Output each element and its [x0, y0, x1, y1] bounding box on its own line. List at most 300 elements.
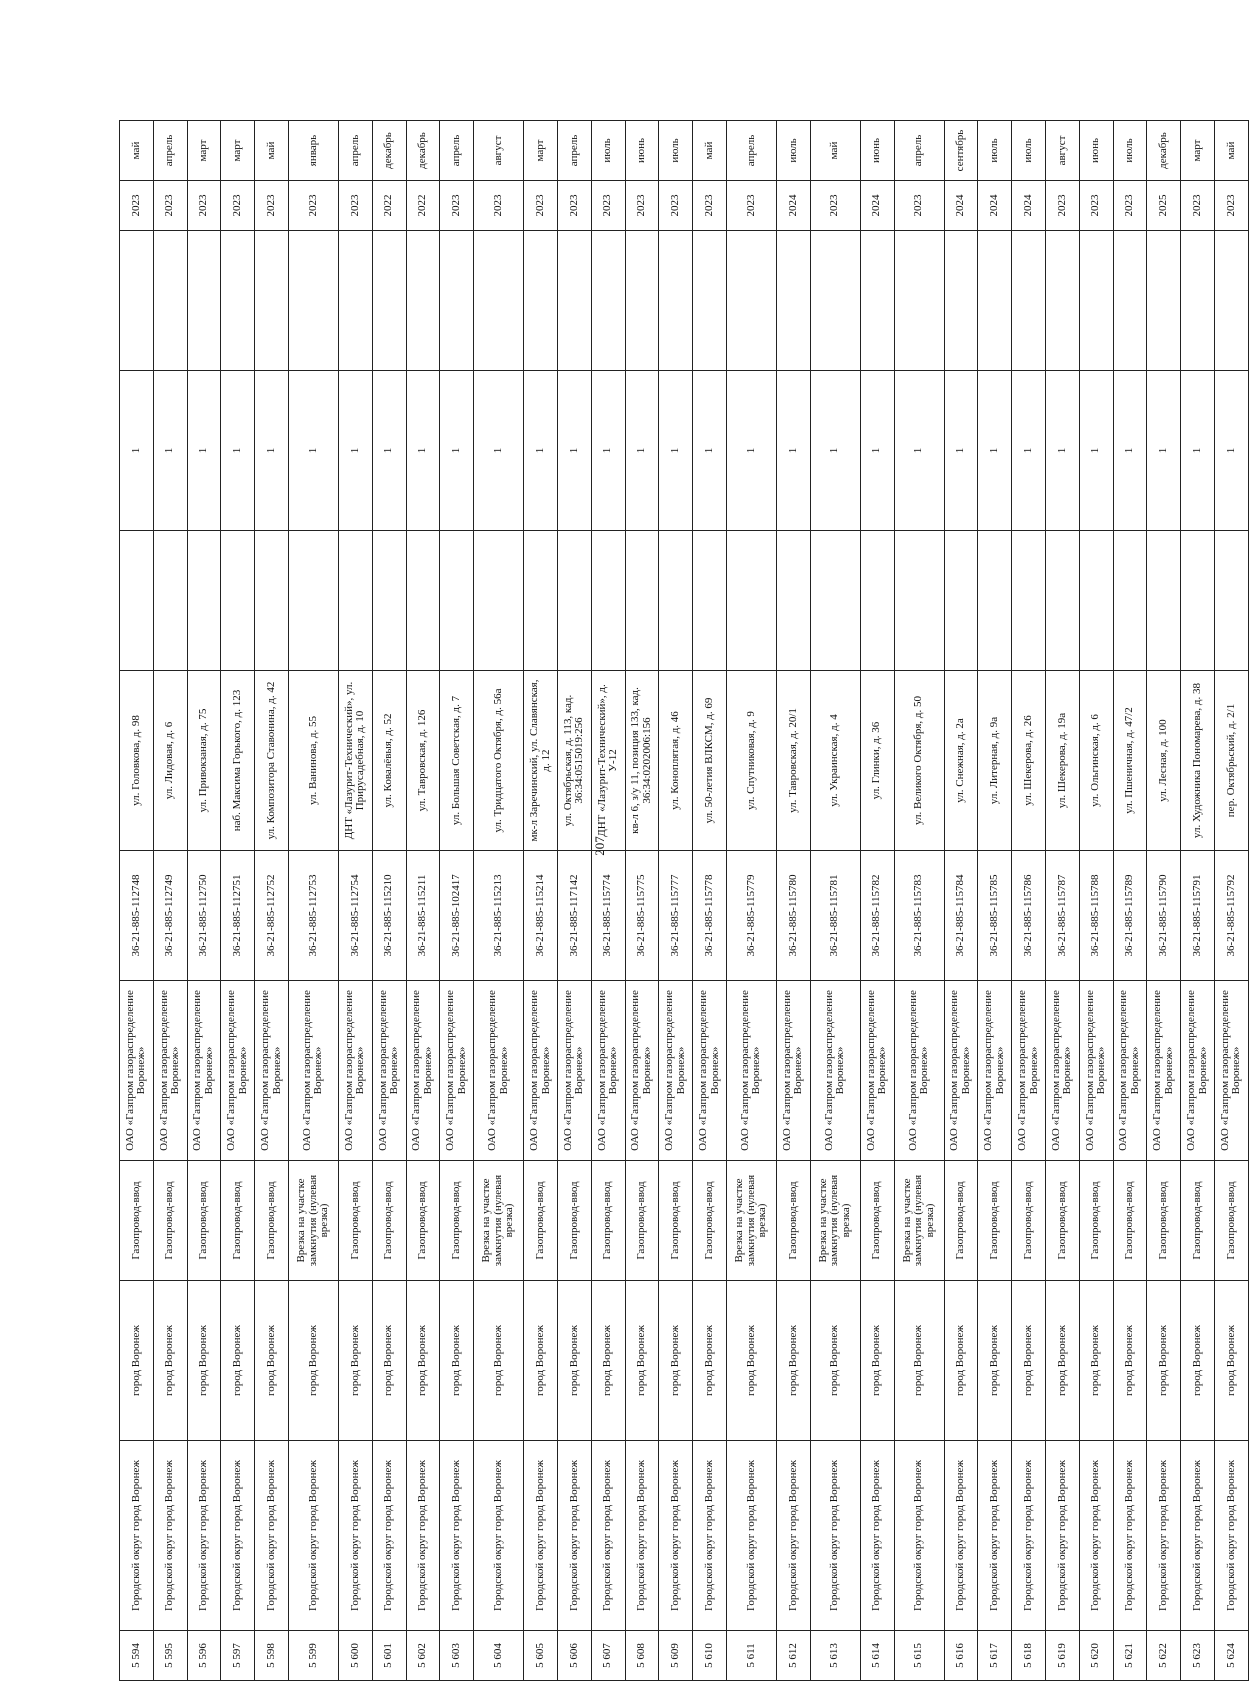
rotated-table-wrapper	[119, 121, 1249, 1681]
owner-cell: ОАО «Газпром газораспределение Воронеж»	[1045, 981, 1079, 1161]
empty-cell	[1079, 531, 1113, 671]
row-number: 5 623	[1181, 1631, 1215, 1681]
object-type-cell: Газопровод-ввод	[693, 1161, 727, 1281]
count-cell: 1	[625, 371, 659, 531]
empty-cell	[591, 231, 625, 371]
year-cell: 2023	[693, 181, 727, 231]
empty-cell	[659, 531, 693, 671]
table-row	[776, 121, 810, 1681]
object-type-cell: Газопровод-ввод	[944, 1161, 978, 1281]
object-type-cell: Врезка на участке замкнутия (нулевая врезка)	[474, 1161, 524, 1281]
row-number: 5 597	[221, 1631, 255, 1681]
empty-cell	[944, 531, 978, 671]
table-row	[1012, 121, 1046, 1681]
empty-cell	[1113, 231, 1147, 371]
row-number: 5 608	[625, 1631, 659, 1681]
row-number: 5 624	[1214, 1631, 1248, 1681]
empty-cell	[1181, 231, 1215, 371]
address-cell: ул. Шекерова, д. 19а	[1045, 671, 1079, 851]
municipality-cell: Городской округ город Воронеж	[406, 1441, 440, 1631]
municipality-cell: Городской округ город Воронеж	[557, 1441, 591, 1631]
empty-cell	[894, 231, 944, 371]
month-cell: июль	[659, 121, 693, 181]
owner-cell: ОАО «Газпром газораспределение Воронеж»	[187, 981, 221, 1161]
empty-cell	[221, 531, 255, 671]
municipality-cell: Городской округ город Воронеж	[944, 1441, 978, 1631]
empty-cell	[1113, 531, 1147, 671]
registry-number-cell: 36-21-885-102417	[440, 851, 474, 981]
owner-cell: ОАО «Газпром газораспределение Воронеж»	[810, 981, 860, 1161]
address-cell: ул. 50-летия ВЛКСМ, д. 69	[693, 671, 727, 851]
owner-cell: ОАО «Газпром газораспределение Воронеж»	[1079, 981, 1113, 1161]
count-cell: 1	[1045, 371, 1079, 531]
object-type-cell: Газопровод-ввод	[187, 1161, 221, 1281]
year-cell: 2023	[440, 181, 474, 231]
row-number: 5 600	[338, 1631, 372, 1681]
year-cell: 2023	[1113, 181, 1147, 231]
settlement-cell: город Воронеж	[153, 1281, 187, 1441]
count-cell: 1	[1214, 371, 1248, 531]
registry-number-cell: 36-21-885-115775	[625, 851, 659, 981]
municipality-cell: Городской округ город Воронеж	[288, 1441, 338, 1631]
row-number: 5 620	[1079, 1631, 1113, 1681]
registry-number-cell: 36-21-885-115791	[1181, 851, 1215, 981]
settlement-cell: город Воронеж	[1147, 1281, 1181, 1441]
registry-number-cell: 36-21-885-115784	[944, 851, 978, 981]
month-cell: июнь	[1079, 121, 1113, 181]
count-cell: 1	[894, 371, 944, 531]
month-cell: апрель	[894, 121, 944, 181]
row-number: 5 598	[255, 1631, 289, 1681]
owner-cell: ОАО «Газпром газораспределение Воронеж»	[1113, 981, 1147, 1161]
municipality-cell: Городской округ город Воронеж	[894, 1441, 944, 1631]
table-row	[1045, 121, 1079, 1681]
municipality-cell: Городской округ город Воронеж	[440, 1441, 474, 1631]
object-type-cell: Газопровод-ввод	[625, 1161, 659, 1281]
settlement-cell: город Воронеж	[944, 1281, 978, 1441]
owner-cell: ОАО «Газпром газораспределение Воронеж»	[288, 981, 338, 1161]
owner-cell: ОАО «Газпром газораспределение Воронеж»	[221, 981, 255, 1161]
address-cell: ул. Тавровская, д. 20/1	[776, 671, 810, 851]
settlement-cell: город Воронеж	[524, 1281, 558, 1441]
municipality-cell: Городской округ город Воронеж	[474, 1441, 524, 1631]
owner-cell: ОАО «Газпром газораспределение Воронеж»	[625, 981, 659, 1161]
registry-number-cell: 36-21-885-115781	[810, 851, 860, 981]
table-row	[120, 121, 154, 1681]
municipality-cell: Городской округ город Воронеж	[372, 1441, 406, 1631]
month-cell: июль	[1012, 121, 1046, 181]
object-type-cell: Газопровод-ввод	[1045, 1161, 1079, 1281]
address-cell: ул. Тавровская, д. 126	[406, 671, 440, 851]
empty-cell	[120, 231, 154, 371]
settlement-cell: город Воронеж	[860, 1281, 894, 1441]
registry-table-body	[120, 121, 1249, 1681]
registry-number-cell: 36-21-885-115787	[1045, 851, 1079, 981]
year-cell: 2023	[1079, 181, 1113, 231]
settlement-cell: город Воронеж	[440, 1281, 474, 1441]
registry-number-cell: 36-21-885-115214	[524, 851, 558, 981]
row-number: 5 613	[810, 1631, 860, 1681]
month-cell: июль	[978, 121, 1012, 181]
month-cell: май	[693, 121, 727, 181]
empty-cell	[1012, 231, 1046, 371]
settlement-cell: город Воронеж	[1181, 1281, 1215, 1441]
owner-cell: ОАО «Газпром газораспределение Воронеж»	[944, 981, 978, 1161]
count-cell: 1	[810, 371, 860, 531]
table-row	[153, 121, 187, 1681]
table-row	[524, 121, 558, 1681]
month-cell: май	[1214, 121, 1248, 181]
count-cell: 1	[659, 371, 693, 531]
municipality-cell: Городской округ город Воронеж	[978, 1441, 1012, 1631]
object-type-cell: Газопровод-ввод	[1012, 1161, 1046, 1281]
address-cell: ул. Пшеничная, д. 47/2	[1113, 671, 1147, 851]
row-number: 5 617	[978, 1631, 1012, 1681]
empty-cell	[288, 531, 338, 671]
month-cell: март	[1181, 121, 1215, 181]
count-cell: 1	[1181, 371, 1215, 531]
empty-cell	[810, 231, 860, 371]
empty-cell	[440, 231, 474, 371]
count-cell: 1	[338, 371, 372, 531]
address-cell: ул. Художника Пономарева, д. 38	[1181, 671, 1215, 851]
count-cell: 1	[524, 371, 558, 531]
row-number: 5 622	[1147, 1631, 1181, 1681]
table-row	[1214, 121, 1248, 1681]
table-row	[726, 121, 776, 1681]
table-row	[557, 121, 591, 1681]
row-number: 5 602	[406, 1631, 440, 1681]
registry-number-cell: 36-21-885-115786	[1012, 851, 1046, 981]
row-number: 5 618	[1012, 1631, 1046, 1681]
address-cell: ул. Большая Советская, д. 7	[440, 671, 474, 851]
year-cell: 2023	[557, 181, 591, 231]
settlement-cell: город Воронеж	[255, 1281, 289, 1441]
address-cell: ул. Украинская, д. 4	[810, 671, 860, 851]
empty-cell	[187, 531, 221, 671]
empty-cell	[372, 531, 406, 671]
registry-number-cell: 36-21-885-115213	[474, 851, 524, 981]
year-cell: 2023	[659, 181, 693, 231]
municipality-cell: Городской округ город Воронеж	[625, 1441, 659, 1631]
year-cell: 2023	[726, 181, 776, 231]
table-row	[187, 121, 221, 1681]
object-type-cell: Газопровод-ввод	[153, 1161, 187, 1281]
settlement-cell: город Воронеж	[894, 1281, 944, 1441]
address-cell: ул. Снежная, д. 2а	[944, 671, 978, 851]
year-cell: 2024	[944, 181, 978, 231]
settlement-cell: город Воронеж	[625, 1281, 659, 1441]
year-cell: 2024	[860, 181, 894, 231]
address-cell: кв-л 6, з/у 11, позиция 133, кад. 36:34:0202006:156	[625, 671, 659, 851]
year-cell: 2023	[894, 181, 944, 231]
row-number: 5 619	[1045, 1631, 1079, 1681]
registry-number-cell: 36-21-885-112752	[255, 851, 289, 981]
owner-cell: ОАО «Газпром газораспределение Воронеж»	[153, 981, 187, 1161]
table-row	[860, 121, 894, 1681]
month-cell: декабрь	[1147, 121, 1181, 181]
empty-cell	[221, 231, 255, 371]
object-type-cell: Газопровод-ввод	[1181, 1161, 1215, 1281]
row-number: 5 603	[440, 1631, 474, 1681]
owner-cell: ОАО «Газпром газораспределение Воронеж»	[726, 981, 776, 1161]
table-row	[810, 121, 860, 1681]
settlement-cell: город Воронеж	[726, 1281, 776, 1441]
empty-cell	[1079, 231, 1113, 371]
municipality-cell: Городской округ город Воронеж	[255, 1441, 289, 1631]
settlement-cell: город Воронеж	[776, 1281, 810, 1441]
table-row	[221, 121, 255, 1681]
row-number: 5 621	[1113, 1631, 1147, 1681]
settlement-cell: город Воронеж	[1113, 1281, 1147, 1441]
registry-number-cell: 36-21-885-112750	[187, 851, 221, 981]
object-type-cell: Врезка на участке замкнутия (нулевая врезка)	[894, 1161, 944, 1281]
registry-number-cell: 36-21-885-117142	[557, 851, 591, 981]
registry-number-cell: 36-21-885-115783	[894, 851, 944, 981]
address-cell: ул. Привокзаная, д. 75	[187, 671, 221, 851]
address-cell: ул. Головкова, д. 98	[120, 671, 154, 851]
owner-cell: ОАО «Газпром газораспределение Воронеж»	[1181, 981, 1215, 1161]
empty-cell	[120, 531, 154, 671]
row-number: 5 607	[591, 1631, 625, 1681]
empty-cell	[894, 531, 944, 671]
object-type-cell: Врезка на участке замкнутия (нулевая врезка)	[810, 1161, 860, 1281]
object-type-cell: Газопровод-ввод	[1079, 1161, 1113, 1281]
settlement-cell: город Воронеж	[187, 1281, 221, 1441]
count-cell: 1	[1012, 371, 1046, 531]
month-cell: август	[474, 121, 524, 181]
empty-cell	[860, 531, 894, 671]
owner-cell: ОАО «Газпром газораспределение Воронеж»	[591, 981, 625, 1161]
count-cell: 1	[221, 371, 255, 531]
object-type-cell: Газопровод-ввод	[557, 1161, 591, 1281]
municipality-cell: Городской округ город Воронеж	[726, 1441, 776, 1631]
count-cell: 1	[557, 371, 591, 531]
empty-cell	[255, 231, 289, 371]
address-cell: ул. Шекерова, д. 26	[1012, 671, 1046, 851]
settlement-cell: город Воронеж	[1214, 1281, 1248, 1441]
table-row	[474, 121, 524, 1681]
month-cell: июль	[591, 121, 625, 181]
year-cell: 2025	[1147, 181, 1181, 231]
table-row	[978, 121, 1012, 1681]
table-row	[625, 121, 659, 1681]
table-row	[255, 121, 289, 1681]
object-type-cell: Газопровод-ввод	[591, 1161, 625, 1281]
count-cell: 1	[187, 371, 221, 531]
year-cell: 2023	[1214, 181, 1248, 231]
registry-number-cell: 36-21-885-115780	[776, 851, 810, 981]
count-cell: 1	[1079, 371, 1113, 531]
owner-cell: ОАО «Газпром газораспределение Воронеж»	[1012, 981, 1046, 1161]
empty-cell	[1214, 531, 1248, 671]
address-cell: ул. Глинки, д. 36	[860, 671, 894, 851]
year-cell: 2023	[187, 181, 221, 231]
settlement-cell: город Воронеж	[693, 1281, 727, 1441]
month-cell: март	[187, 121, 221, 181]
municipality-cell: Городской округ город Воронеж	[860, 1441, 894, 1631]
table-row	[1147, 121, 1181, 1681]
year-cell: 2023	[1045, 181, 1079, 231]
settlement-cell: город Воронеж	[372, 1281, 406, 1441]
row-number: 5 604	[474, 1631, 524, 1681]
registry-number-cell: 36-21-885-115792	[1214, 851, 1248, 981]
count-cell: 1	[474, 371, 524, 531]
count-cell: 1	[591, 371, 625, 531]
table-row	[440, 121, 474, 1681]
registry-table	[119, 120, 1249, 1681]
settlement-cell: город Воронеж	[1045, 1281, 1079, 1441]
empty-cell	[810, 531, 860, 671]
empty-cell	[978, 231, 1012, 371]
municipality-cell: Городской округ город Воронеж	[1113, 1441, 1147, 1631]
object-type-cell: Газопровод-ввод	[338, 1161, 372, 1281]
count-cell: 1	[693, 371, 727, 531]
empty-cell	[474, 231, 524, 371]
owner-cell: ОАО «Газпром газораспределение Воронеж»	[557, 981, 591, 1161]
object-type-cell: Газопровод-ввод	[776, 1161, 810, 1281]
month-cell: апрель	[338, 121, 372, 181]
object-type-cell: Газопровод-ввод	[406, 1161, 440, 1281]
year-cell: 2023	[288, 181, 338, 231]
settlement-cell: город Воронеж	[557, 1281, 591, 1441]
registry-number-cell: 36-21-885-115211	[406, 851, 440, 981]
table-row	[944, 121, 978, 1681]
year-cell: 2022	[372, 181, 406, 231]
empty-cell	[978, 531, 1012, 671]
month-cell: апрель	[557, 121, 591, 181]
owner-cell: ОАО «Газпром газораспределение Воронеж»	[338, 981, 372, 1161]
table-row	[659, 121, 693, 1681]
empty-cell	[338, 231, 372, 371]
municipality-cell: Городской округ город Воронеж	[187, 1441, 221, 1631]
empty-cell	[1147, 531, 1181, 671]
municipality-cell: Городской округ город Воронеж	[659, 1441, 693, 1631]
municipality-cell: Городской округ город Воронеж	[120, 1441, 154, 1631]
month-cell: май	[120, 121, 154, 181]
settlement-cell: город Воронеж	[120, 1281, 154, 1441]
address-cell: ул. Лидовая, д. 6	[153, 671, 187, 851]
row-number: 5 605	[524, 1631, 558, 1681]
address-cell: ул. Литерная, д. 9а	[978, 671, 1012, 851]
year-cell: 2024	[776, 181, 810, 231]
address-cell: ул. Ковалёвыя, д. 52	[372, 671, 406, 851]
municipality-cell: Городской округ город Воронеж	[591, 1441, 625, 1631]
year-cell: 2023	[810, 181, 860, 231]
municipality-cell: Городской округ город Воронеж	[1214, 1441, 1248, 1631]
table-row	[1181, 121, 1215, 1681]
empty-cell	[557, 531, 591, 671]
empty-cell	[255, 531, 289, 671]
municipality-cell: Городской округ город Воронеж	[1045, 1441, 1079, 1631]
row-number: 5 601	[372, 1631, 406, 1681]
owner-cell: ОАО «Газпром газораспределение Воронеж»	[894, 981, 944, 1161]
month-cell: декабрь	[406, 121, 440, 181]
empty-cell	[1181, 531, 1215, 671]
table-row	[894, 121, 944, 1681]
registry-number-cell: 36-21-885-112748	[120, 851, 154, 981]
table-row	[693, 121, 727, 1681]
object-type-cell: Газопровод-ввод	[372, 1161, 406, 1281]
count-cell: 1	[726, 371, 776, 531]
owner-cell: ОАО «Газпром газораспределение Воронеж»	[860, 981, 894, 1161]
count-cell: 1	[406, 371, 440, 531]
settlement-cell: город Воронеж	[338, 1281, 372, 1441]
address-cell: ДНТ «Лазурит-Технический», д. У-12	[591, 671, 625, 851]
owner-cell: ОАО «Газпром газораспределение Воронеж»	[474, 981, 524, 1161]
empty-cell	[288, 231, 338, 371]
empty-cell	[726, 531, 776, 671]
row-number: 5 610	[693, 1631, 727, 1681]
registry-number-cell: 36-21-885-115777	[659, 851, 693, 981]
month-cell: июнь	[860, 121, 894, 181]
month-cell: май	[810, 121, 860, 181]
empty-cell	[659, 231, 693, 371]
owner-cell: ОАО «Газпром газораспределение Воронеж»	[524, 981, 558, 1161]
owner-cell: ОАО «Газпром газораспределение Воронеж»	[978, 981, 1012, 1161]
settlement-cell: город Воронеж	[1079, 1281, 1113, 1441]
year-cell: 2022	[406, 181, 440, 231]
empty-cell	[776, 531, 810, 671]
owner-cell: ОАО «Газпром газораспределение Воронеж»	[120, 981, 154, 1161]
row-number: 5 599	[288, 1631, 338, 1681]
empty-cell	[1012, 531, 1046, 671]
object-type-cell: Врезка на участке замкнутия (нулевая врезка)	[288, 1161, 338, 1281]
empty-cell	[406, 531, 440, 671]
count-cell: 1	[1147, 371, 1181, 531]
owner-cell: ОАО «Газпром газораспределение Воронеж»	[693, 981, 727, 1161]
address-cell: ул. Ванинова, д. 55	[288, 671, 338, 851]
owner-cell: ОАО «Газпром газораспределение Воронеж»	[406, 981, 440, 1161]
count-cell: 1	[776, 371, 810, 531]
empty-cell	[524, 231, 558, 371]
object-type-cell: Газопровод-ввод	[860, 1161, 894, 1281]
municipality-cell: Городской округ город Воронеж	[221, 1441, 255, 1631]
registry-number-cell: 36-21-885-115790	[1147, 851, 1181, 981]
table-row	[338, 121, 372, 1681]
table-row	[591, 121, 625, 1681]
table-row	[406, 121, 440, 1681]
settlement-cell: город Воронеж	[474, 1281, 524, 1441]
object-type-cell: Газопровод-ввод	[1113, 1161, 1147, 1281]
row-number: 5 611	[726, 1631, 776, 1681]
table-row	[288, 121, 338, 1681]
settlement-cell: город Воронеж	[810, 1281, 860, 1441]
municipality-cell: Городской округ город Воронеж	[1181, 1441, 1215, 1631]
owner-cell: ОАО «Газпром газораспределение Воронеж»	[776, 981, 810, 1161]
month-cell: апрель	[440, 121, 474, 181]
empty-cell	[944, 231, 978, 371]
month-cell: июль	[776, 121, 810, 181]
count-cell: 1	[440, 371, 474, 531]
empty-cell	[153, 231, 187, 371]
owner-cell: ОАО «Газпром газораспределение Воронеж»	[255, 981, 289, 1161]
year-cell: 2023	[474, 181, 524, 231]
object-type-cell: Газопровод-ввод	[1214, 1161, 1248, 1281]
count-cell: 1	[288, 371, 338, 531]
registry-number-cell: 36-21-885-115782	[860, 851, 894, 981]
row-number: 5 594	[120, 1631, 154, 1681]
count-cell: 1	[372, 371, 406, 531]
year-cell: 2024	[1012, 181, 1046, 231]
municipality-cell: Городской округ город Воронеж	[776, 1441, 810, 1631]
object-type-cell: Врезка на участке замкнутия (нулевая врезка)	[726, 1161, 776, 1281]
empty-cell	[187, 231, 221, 371]
owner-cell: ОАО «Газпром газораспределение Воронеж»	[1147, 981, 1181, 1161]
empty-cell	[406, 231, 440, 371]
municipality-cell: Городской округ город Воронеж	[153, 1441, 187, 1631]
registry-number-cell: 36-21-885-115785	[978, 851, 1012, 981]
